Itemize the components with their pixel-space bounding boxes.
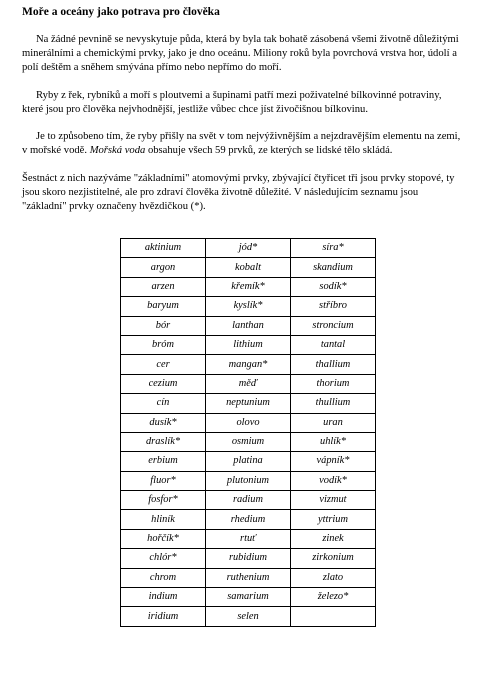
element-cell: skandium	[291, 258, 376, 277]
element-cell: ruthenium	[206, 568, 291, 587]
element-cell: fluor*	[121, 471, 206, 490]
element-cell: radium	[206, 491, 291, 510]
element-cell: uhlík*	[291, 432, 376, 451]
element-cell: cer	[121, 355, 206, 374]
element-cell: zirkonium	[291, 549, 376, 568]
element-cell: neptunium	[206, 394, 291, 413]
element-cell: argon	[121, 258, 206, 277]
element-cell: tantal	[291, 335, 376, 354]
element-cell: rhedium	[206, 510, 291, 529]
element-cell: uran	[291, 413, 376, 432]
element-cell: kyslík*	[206, 297, 291, 316]
paragraph-3-text-b: obsahuje všech 59 prvků, ze kterých se lidské tělo skládá.	[147, 144, 393, 156]
table-row	[121, 355, 376, 374]
table-row	[121, 607, 376, 626]
table-row	[121, 374, 376, 393]
table-row	[121, 277, 376, 296]
paragraph-3-text-a: Je to způsobeno tím, že ryby přišly na svět v tom nejvýživnějším a nejzdravějším elementu na zemi, v mořské vodě.	[22, 131, 461, 156]
element-cell: yttrium	[291, 510, 376, 529]
element-cell: osmium	[206, 432, 291, 451]
element-cell: kobalt	[206, 258, 291, 277]
table-row	[121, 394, 376, 413]
element-cell: draslík*	[121, 432, 206, 451]
paragraph-3	[22, 130, 462, 158]
element-cell: cezium	[121, 374, 206, 393]
paragraph-4: Šestnáct z nich nazýváme "základními" atomovými prvky, zbývající čtyřicet tři jsou prvky stopové, ty jsou skoro nezjistitelné, ale pro zdraví člověka životně důležité. V následujícím seznamu jsou "základní" prvky označeny hvězdičkou (*).	[22, 173, 455, 212]
table-row	[121, 588, 376, 607]
element-cell: mangan*	[206, 355, 291, 374]
elements-table-body	[121, 239, 376, 627]
element-cell: stroncium	[291, 316, 376, 335]
table-row	[121, 491, 376, 510]
element-cell: dusík*	[121, 413, 206, 432]
element-cell: thallium	[291, 355, 376, 374]
element-cell: indium	[121, 588, 206, 607]
element-cell: železo*	[291, 588, 376, 607]
element-cell: vápník*	[291, 452, 376, 471]
table-row	[121, 258, 376, 277]
table-row	[121, 432, 376, 451]
element-cell: bór	[121, 316, 206, 335]
element-cell: baryum	[121, 297, 206, 316]
table-row	[121, 239, 376, 258]
table-row	[121, 316, 376, 335]
element-cell: erbium	[121, 452, 206, 471]
element-cell: lanthan	[206, 316, 291, 335]
element-cell: měď	[206, 374, 291, 393]
element-cell: plutonium	[206, 471, 291, 490]
element-cell: fosfor*	[121, 491, 206, 510]
table-row	[121, 335, 376, 354]
element-cell: hliník	[121, 510, 206, 529]
table-row	[121, 510, 376, 529]
element-cell: cín	[121, 394, 206, 413]
element-cell: zlato	[291, 568, 376, 587]
element-cell: bróm	[121, 335, 206, 354]
paragraph-2: Ryby z řek, rybníků a moří s ploutvemi a šupinami patří mezi poživatelné bílkovinné potraviny, které jsou pro člověka nejvhodnější, jestliže vůbec chce jíst živočišnou bílkovinu.	[22, 90, 442, 115]
element-cell: olovo	[206, 413, 291, 432]
element-cell: lithium	[206, 335, 291, 354]
element-cell: chrom	[121, 568, 206, 587]
element-cell: iridium	[121, 607, 206, 626]
element-cell: thorium	[291, 374, 376, 393]
table-row	[121, 529, 376, 548]
table-row	[121, 413, 376, 432]
element-cell: vizmut	[291, 491, 376, 510]
element-cell: arzen	[121, 277, 206, 296]
element-cell: platina	[206, 452, 291, 471]
element-cell	[291, 607, 376, 626]
element-cell: thullium	[291, 394, 376, 413]
element-cell: sodík*	[291, 277, 376, 296]
element-cell: hořčík*	[121, 529, 206, 548]
table-row	[121, 452, 376, 471]
table-row	[121, 297, 376, 316]
element-cell: aktinium	[121, 239, 206, 258]
table-row	[121, 471, 376, 490]
document-title: Moře a oceány jako potrava pro člověka	[22, 6, 220, 18]
element-cell: zinek	[291, 529, 376, 548]
element-cell: síra*	[291, 239, 376, 258]
element-cell: vodík*	[291, 471, 376, 490]
element-cell: rtuť	[206, 529, 291, 548]
element-cell: stříbro	[291, 297, 376, 316]
table-row	[121, 568, 376, 587]
elements-table	[120, 238, 376, 627]
element-cell: rubidium	[206, 549, 291, 568]
element-cell: jód*	[206, 239, 291, 258]
paragraph-1: Na žádné pevnině se nevyskytuje půda, která by byla tak bohatě zásobená všemi životně důležitými minerálními a chemickými prvky, jako je dno oceánu. Miliony roků byla povrchová vrstva hor, údolí a polí deštěm a sněhem smývána přímo nebo nepřímo do moří.	[22, 34, 459, 73]
element-cell: křemík*	[206, 277, 291, 296]
element-cell: chlór*	[121, 549, 206, 568]
element-cell: selen	[206, 607, 291, 626]
paragraph-3-italic: Mořská voda	[89, 144, 146, 156]
element-cell: samarium	[206, 588, 291, 607]
table-row	[121, 549, 376, 568]
